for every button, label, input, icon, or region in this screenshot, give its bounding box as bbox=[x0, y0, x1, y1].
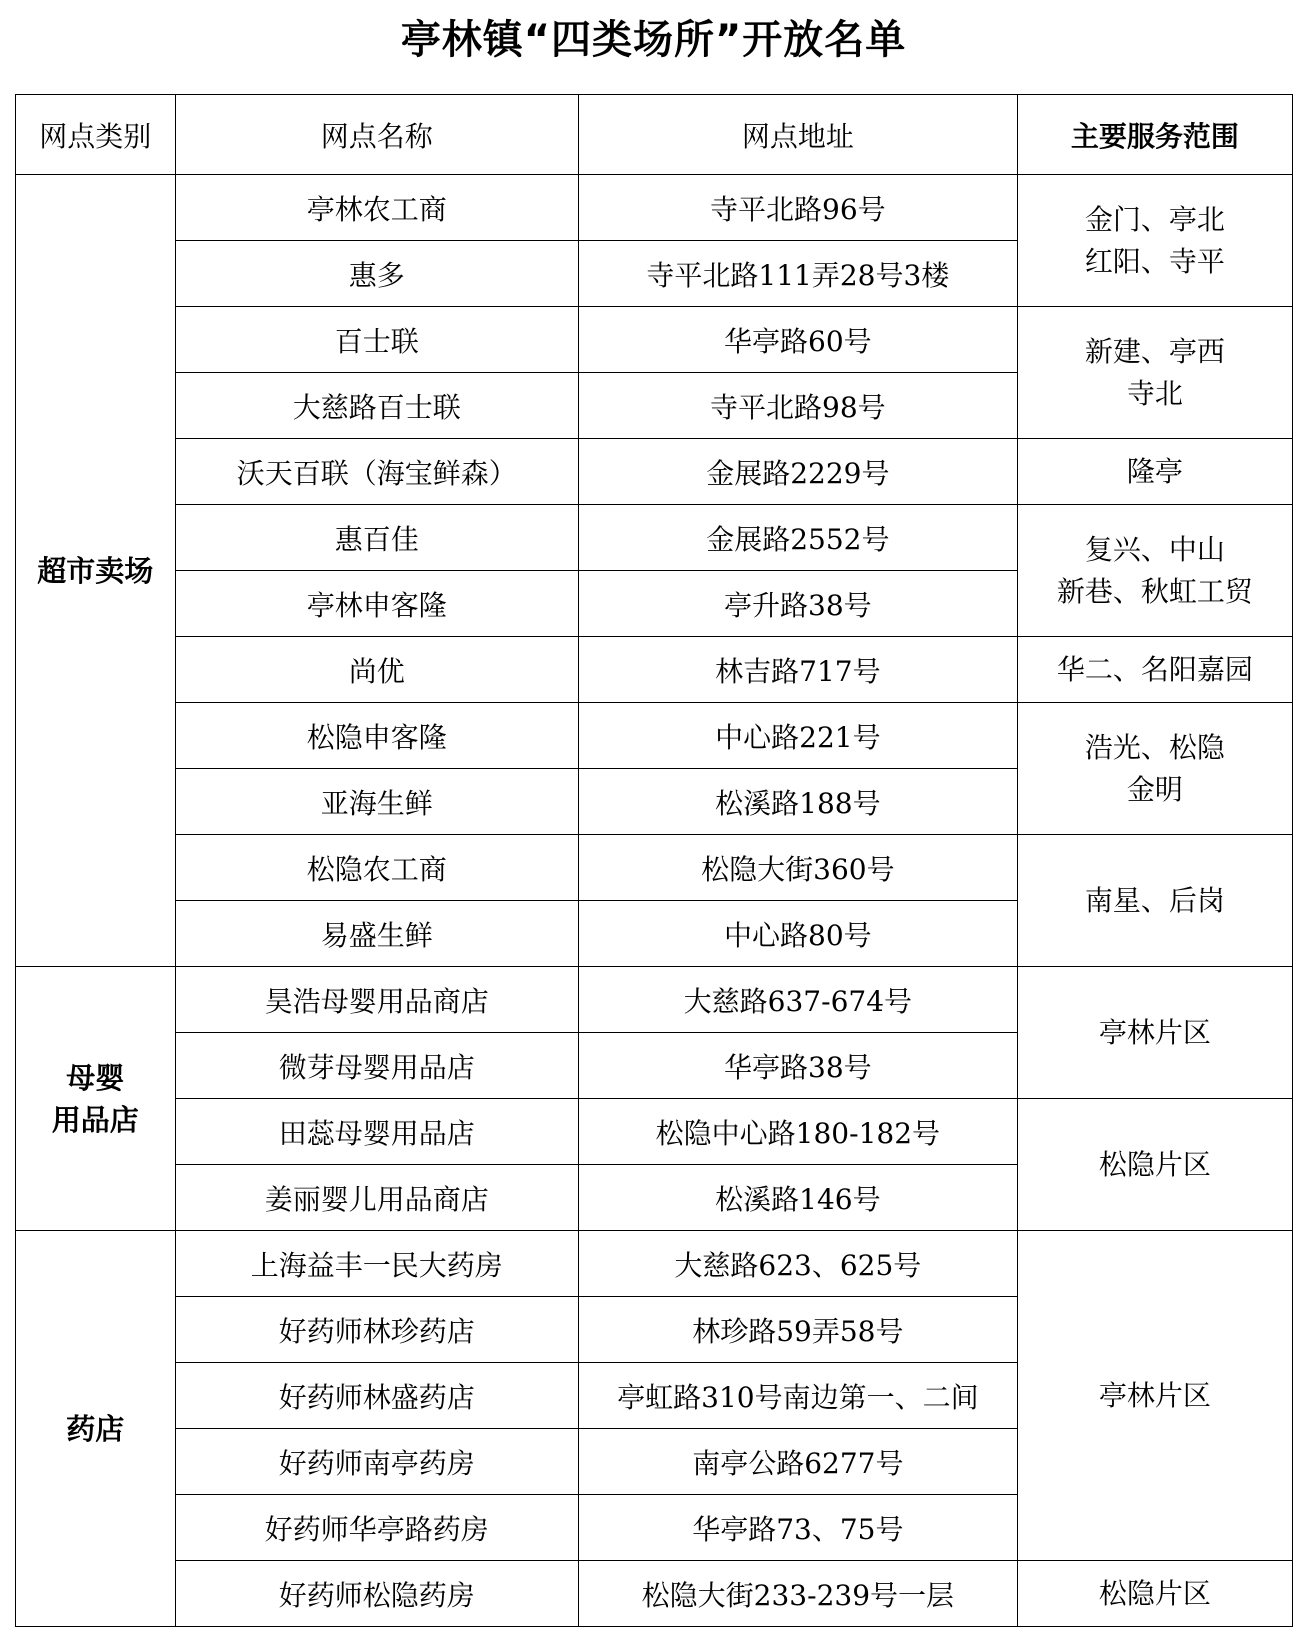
category-supermarket bbox=[16, 175, 176, 967]
venue-address: 松隐中心路180-182号 bbox=[578, 1099, 1017, 1165]
table-row bbox=[16, 1231, 1293, 1297]
scope-line: 浩光、松隐 bbox=[1084, 730, 1225, 764]
venue-address: 亭升路38号 bbox=[578, 571, 1017, 637]
service-scope bbox=[1017, 175, 1292, 307]
venue-address: 松隐大街360号 bbox=[578, 835, 1017, 901]
service-scope bbox=[1017, 505, 1292, 637]
table-row bbox=[16, 1561, 1293, 1627]
category-pharmacy bbox=[16, 1231, 176, 1627]
venue-address: 大慈路637-674号 bbox=[578, 967, 1017, 1033]
venue-address: 金展路2229号 bbox=[578, 439, 1017, 505]
venue-name: 姜丽婴儿用品商店 bbox=[175, 1165, 578, 1231]
scope-line: 复兴、中山 bbox=[1084, 532, 1225, 566]
scope-line: 新巷、秋虹工贸 bbox=[1056, 574, 1253, 608]
scope-line: 亭林片区 bbox=[1098, 1378, 1211, 1412]
venue-address: 中心路221号 bbox=[578, 703, 1017, 769]
venue-address: 中心路80号 bbox=[578, 901, 1017, 967]
header-address: 网点地址 bbox=[578, 95, 1017, 175]
scope-line: 松隐片区 bbox=[1098, 1576, 1211, 1610]
category-label: 超市卖场 bbox=[37, 553, 154, 588]
venue-address: 寺平北路96号 bbox=[578, 175, 1017, 241]
service-scope bbox=[1017, 703, 1292, 835]
venue-name: 好药师林珍药店 bbox=[175, 1297, 578, 1363]
venue-address: 寺平北路111弄28号3楼 bbox=[578, 241, 1017, 307]
venue-address: 松隐大街233-239号一层 bbox=[578, 1561, 1017, 1627]
scope-line: 亭林片区 bbox=[1098, 1015, 1211, 1049]
service-scope bbox=[1017, 1231, 1292, 1561]
table-row bbox=[16, 1099, 1293, 1165]
venue-name: 尚优 bbox=[175, 637, 578, 703]
venue-name: 微芽母婴用品店 bbox=[175, 1033, 578, 1099]
scope-line: 松隐片区 bbox=[1098, 1147, 1211, 1181]
venue-address: 华亭路73、75号 bbox=[578, 1495, 1017, 1561]
venue-name: 大慈路百士联 bbox=[175, 373, 578, 439]
venue-address: 华亭路60号 bbox=[578, 307, 1017, 373]
category-label: 母婴 bbox=[66, 1060, 125, 1095]
venue-name: 亭林申客隆 bbox=[175, 571, 578, 637]
header-scope: 主要服务范围 bbox=[1017, 95, 1292, 175]
table-row bbox=[16, 967, 1293, 1033]
service-scope bbox=[1017, 835, 1292, 967]
venue-name: 好药师林盛药店 bbox=[175, 1363, 578, 1429]
page-title: 亭林镇“四类场所”开放名单 bbox=[400, 17, 907, 63]
venue-address: 林珍路59弄58号 bbox=[578, 1297, 1017, 1363]
scope-line: 寺北 bbox=[1126, 376, 1183, 410]
service-scope bbox=[1017, 967, 1292, 1099]
venue-address: 大慈路623、625号 bbox=[578, 1231, 1017, 1297]
venue-name: 易盛生鲜 bbox=[175, 901, 578, 967]
venue-name: 百士联 bbox=[175, 307, 578, 373]
venue-address: 南亭公路6277号 bbox=[578, 1429, 1017, 1495]
service-scope bbox=[1017, 637, 1292, 703]
venue-name: 惠百佳 bbox=[175, 505, 578, 571]
scope-line: 隆亭 bbox=[1126, 454, 1183, 488]
venue-name: 好药师南亭药房 bbox=[175, 1429, 578, 1495]
category-label: 药店 bbox=[66, 1411, 125, 1446]
venue-name: 松隐申客隆 bbox=[175, 703, 578, 769]
table-row bbox=[16, 835, 1293, 901]
table-row bbox=[16, 505, 1293, 571]
header-category: 网点类别 bbox=[16, 95, 176, 175]
venue-name: 沃天百联（海宝鲜森） bbox=[175, 439, 578, 505]
venue-address: 林吉路717号 bbox=[578, 637, 1017, 703]
table-row bbox=[16, 637, 1293, 703]
venue-name: 松隐农工商 bbox=[175, 835, 578, 901]
table-row bbox=[16, 703, 1293, 769]
venue-table bbox=[15, 94, 1293, 1627]
venue-name: 惠多 bbox=[175, 241, 578, 307]
table-row bbox=[16, 175, 1293, 241]
service-scope bbox=[1017, 1099, 1292, 1231]
venue-address: 寺平北路98号 bbox=[578, 373, 1017, 439]
venue-name: 好药师松隐药房 bbox=[175, 1561, 578, 1627]
venue-address: 松溪路188号 bbox=[578, 769, 1017, 835]
category-maternity bbox=[16, 967, 176, 1231]
scope-line: 新建、亭西 bbox=[1084, 334, 1225, 368]
scope-line: 红阳、寺平 bbox=[1084, 244, 1225, 278]
venue-name: 昊浩母婴用品商店 bbox=[175, 967, 578, 1033]
scope-line: 金明 bbox=[1126, 772, 1183, 806]
venue-address: 华亭路38号 bbox=[578, 1033, 1017, 1099]
table-row bbox=[16, 307, 1293, 373]
header-name: 网点名称 bbox=[175, 95, 578, 175]
venue-address: 松溪路146号 bbox=[578, 1165, 1017, 1231]
venue-name: 田蕊母婴用品店 bbox=[175, 1099, 578, 1165]
table-row bbox=[16, 439, 1293, 505]
venue-name: 好药师华亭路药房 bbox=[175, 1495, 578, 1561]
scope-line: 华二、名阳嘉园 bbox=[1056, 652, 1253, 686]
venue-address: 金展路2552号 bbox=[578, 505, 1017, 571]
category-label: 用品店 bbox=[51, 1102, 139, 1137]
table-header-row bbox=[16, 95, 1293, 175]
scope-line: 金门、亭北 bbox=[1084, 202, 1225, 236]
service-scope bbox=[1017, 1561, 1292, 1627]
venue-name: 上海益丰一民大药房 bbox=[175, 1231, 578, 1297]
venue-address: 亭虹路310号南边第一、二间 bbox=[578, 1363, 1017, 1429]
venue-name: 亭林农工商 bbox=[175, 175, 578, 241]
scope-line: 南星、后岗 bbox=[1084, 883, 1225, 917]
venue-name: 亚海生鲜 bbox=[175, 769, 578, 835]
service-scope bbox=[1017, 307, 1292, 439]
service-scope bbox=[1017, 439, 1292, 505]
